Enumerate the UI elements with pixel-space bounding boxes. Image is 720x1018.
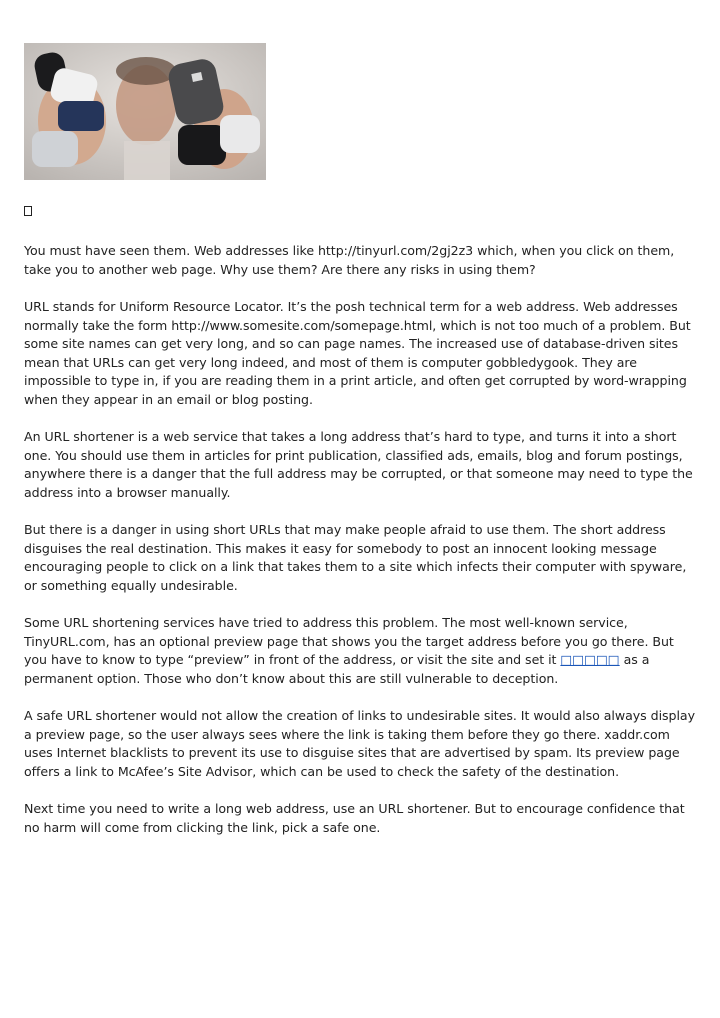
earbuds-photo-illustration xyxy=(24,43,266,180)
hero-photo xyxy=(24,43,266,180)
paragraph-5-text-before: Some URL shortening services have tried to address this problem. The most well-known service, TinyURL.com, has an optional preview page that shows you the target address before you go there. But you have to know to type “preview” in front of the address, or visit the site and set it xyxy=(24,615,674,667)
paragraph-2: URL stands for Uniform Resource Locator. It’s the posh technical term for a web address. Web addresses normally take the form http://www.somesite.com/somepage.html, which is not too much of a problem. But some site names can get very long, and so can page names. The increased use of database-driven sites mean that URLs can get very long indeed, and most of them is computer gobbledygook. They are impossible to type in, if you are reading them in a print article, and often get corrupted by word-wrapping when they appear in an email or blog posting. xyxy=(24,299,691,407)
article-body xyxy=(24,242,696,837)
missing-glyph-icon xyxy=(24,206,32,216)
paragraph-6: A safe URL shortener would not allow the creation of links to undesirable sites. It would also always display a preview page, so the user always sees where the link is taking them before they go there. xaddr.com uses Internet blacklists to prevent its use to disguise sites that are advertised by spam. Its preview page offers a link to McAfee’s Site Advisor, which can be used to check the safety of the destination. xyxy=(24,708,696,779)
paragraph-4: But there is a danger in using short URLs that may make people afraid to use them. The short address disguises the real destination. This makes it easy for somebody to post an innocent looking message encouraging people to click on a link that takes them to a site which infects their computer with spyware, or something equally undesirable. xyxy=(24,522,687,593)
paragraph-5 xyxy=(24,614,696,688)
document-page xyxy=(24,43,696,856)
paragraph-1: You must have seen them. Web addresses like http://tinyurl.com/2gj2z3 which, when you click on them, take you to another web page. Why use them? Are there any risks in using them? xyxy=(24,243,675,277)
inline-link[interactable]: □□□□□ xyxy=(560,652,620,667)
paragraph-5-text-after: as a permanent option. Those who don’t know about this are still vulnerable to deception. xyxy=(24,652,650,686)
paragraph-7: Next time you need to write a long web address, use an URL shortener. But to encourage confidence that no harm will come from clicking the link, pick a safe one. xyxy=(24,801,685,835)
paragraph-3: An URL shortener is a web service that takes a long address that’s hard to type, and turns it into a short one. You should use them in articles for print publication, classified ads, emails, blog and forum postings, anywhere there is a danger that the full address may be corrupted, or that someone may need to type the address into a browser manually. xyxy=(24,429,693,500)
